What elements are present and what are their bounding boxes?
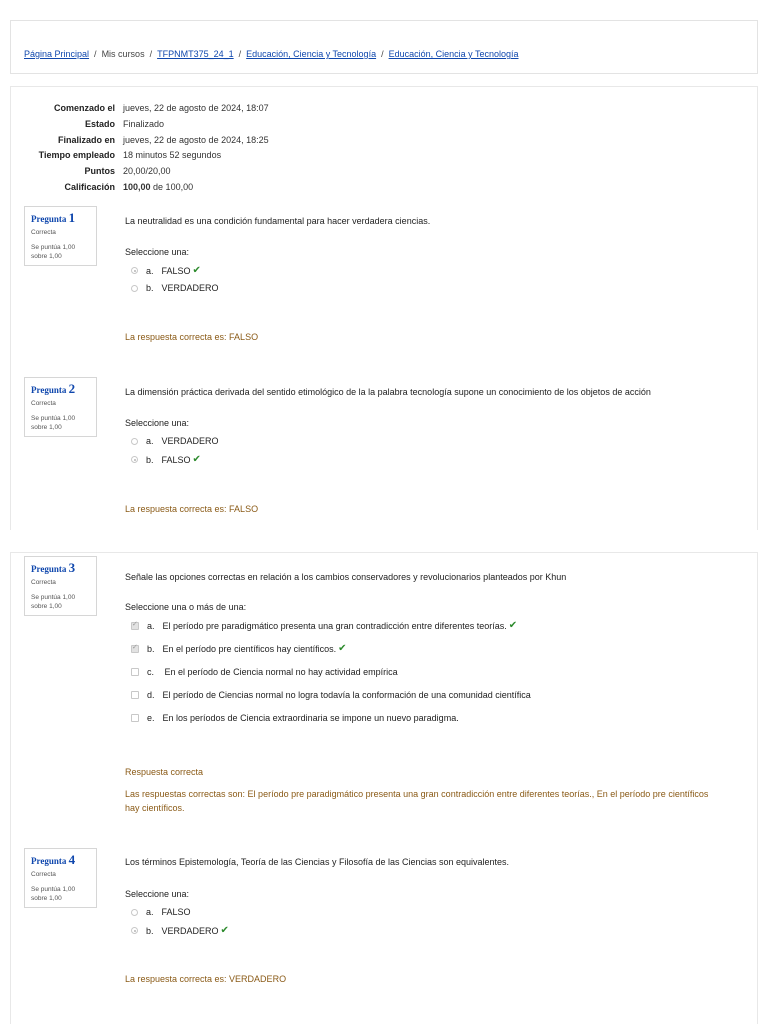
question-state: Correcta [31,229,56,236]
breadcrumb-my-courses: Mis cursos [101,49,145,59]
question-info-4 [24,848,97,908]
question-title [31,210,90,226]
summary-value: jueves, 22 de agosto de 2024, 18:07 [123,103,269,113]
summary-row-started [11,101,269,117]
radio-button[interactable] [131,456,138,463]
option-text: En el período de Ciencia normal no hay actividad empírica [162,667,398,677]
summary-value: 20,00/20,00 [123,166,171,177]
checkbox[interactable] [131,668,139,676]
question-grade [31,885,90,903]
check-icon: ✔ [508,620,518,631]
breadcrumb-separator: / [238,49,242,59]
right-answer-feedback: La respuesta correcta es: VERDADERO [125,974,287,984]
question-state: Correcta [31,579,56,586]
option-letter: d. [147,690,155,700]
question-grade [31,593,90,611]
option-letter: b. [146,454,154,465]
option-text: VERDADERO [161,283,219,293]
option-text: VERDADERO [161,925,219,936]
option-letter: b. [146,925,154,936]
summary-value: Finalizado [123,118,165,129]
question-text: Los términos Epistemología, Teoría de las Ciencias y Filosofía de las Ciencias son equivalentes. [125,857,510,867]
breadcrumb-course-link[interactable]: TFPNMT375_24_1 [157,49,234,59]
option-text: FALSO [161,907,191,917]
checkbox[interactable] [131,645,139,653]
right-answer-feedback: La respuesta correcta es: FALSO [125,332,259,342]
radio-button[interactable] [131,909,138,916]
question-text: La dimensión práctica derivada del sentido etimológico de la la palabra tecnología supone un conocimiento de los objetos de acción [125,387,651,397]
question-grade-line: Se puntúa 1,00 [31,594,76,601]
question-word: Pregunta [31,564,67,574]
question-grade [31,414,90,432]
option-letter: a. [146,907,154,917]
feedback-title: Respuesta correcta [125,767,204,777]
question-number: 2 [68,381,76,396]
breadcrumb [24,44,519,62]
checkbox[interactable] [131,622,139,630]
answer-prompt: Seleccione una: [125,247,190,257]
question-grade-line: sobre 1,00 [31,424,62,431]
summary-value: 18 minutos 52 segundos [123,150,222,161]
radio-button[interactable] [131,927,138,934]
answer-option[interactable] [131,925,229,936]
option-letter: e. [147,713,155,723]
summary-row-points [11,164,269,180]
answer-option[interactable] [131,620,517,631]
question-title [31,560,90,576]
question-number: 4 [68,852,76,867]
answer-option[interactable] [131,454,201,465]
answer-option[interactable] [131,265,201,276]
right-answer-feedback: La respuesta correcta es: FALSO [125,504,259,514]
option-text: En el período pre científicos hay científicos. [162,643,337,654]
option-text: FALSO [161,265,191,276]
option-letter: a. [146,436,154,446]
question-number: 3 [68,560,76,575]
summary-label: Comenzado el [53,103,115,113]
check-icon: ✔ [220,925,229,936]
summary-row-state [11,117,269,133]
question-info-3 [24,556,97,616]
answer-option[interactable] [131,667,398,677]
question-state: Correcta [31,400,56,407]
question-state: Correcta [31,871,56,878]
right-answer-feedback: Las respuestas correctas son: El período pre paradigmático presenta una gran contradicción entre diferentes teorías., En el período pre científicos hay científicos. [125,789,709,813]
check-icon: ✔ [338,643,347,654]
breadcrumb-activity-link[interactable]: Educación, Ciencia y Tecnología [388,49,519,59]
summary-label: Tiempo empleado [38,150,115,161]
question-text: Señale las opciones correctas en relación a los cambios conservadores y revolucionarios planteados por Khun [125,572,567,582]
question-grade-line: sobre 1,00 [31,895,62,902]
answer-prompt: Seleccione una: [125,418,190,428]
question-grade-line: Se puntúa 1,00 [31,244,76,251]
answer-option[interactable] [131,690,531,700]
question-number: 1 [68,210,76,225]
summary-row-time [11,148,269,164]
answer-prompt: Seleccione una o más de una: [125,602,247,612]
radio-button[interactable] [131,267,138,274]
grade-value: 100,00 [123,181,151,192]
question-word: Pregunta [31,856,67,866]
answer-option[interactable] [131,436,219,446]
answer-option[interactable] [131,907,191,917]
answer-option[interactable] [131,283,219,293]
attempt-summary [11,101,269,196]
breadcrumb-home-link[interactable]: Página Principal [24,49,90,59]
breadcrumb-separator: / [381,49,384,59]
checkbox[interactable] [131,714,139,722]
question-text: La neutralidad es una condición fundamental para hacer verdadera ciencias. [125,216,431,226]
question-title [31,381,90,397]
question-word: Pregunta [31,385,67,395]
summary-value: jueves, 22 de agosto de 2024, 18:25 [123,134,269,145]
breadcrumb-section-link[interactable]: Educación, Ciencia y Tecnología [246,49,377,59]
summary-row-grade [11,180,269,196]
summary-label: Finalizado en [57,134,115,145]
radio-button[interactable] [131,438,138,445]
option-text: En los períodos de Ciencia extraordinaria se impone un nuevo paradigma. [162,713,459,723]
answer-prompt: Seleccione una: [125,889,190,899]
question-grade-line: Se puntúa 1,00 [31,415,76,422]
question-grade-line: sobre 1,00 [31,603,62,610]
summary-label: Estado [84,118,115,129]
summary-label: Puntos [84,166,115,177]
grade-suffix: de 100,00 [153,181,194,192]
question-word: Pregunta [31,214,67,224]
option-letter: a. [147,620,155,631]
question-grade-line: Se puntúa 1,00 [31,886,76,893]
option-text: VERDADERO [161,436,219,446]
option-letter: b. [147,643,155,654]
summary-value [123,180,193,196]
option-text: El período pre paradigmático presenta una gran contradicción entre diferentes teorías. [162,620,507,631]
option-letter: c. [147,667,155,677]
breadcrumb-separator: / [149,49,153,59]
option-text: El período de Ciencias normal no logra todavía la conformación de una comunidad científica [162,690,531,700]
question-title [31,852,90,868]
summary-label: Calificación [64,181,115,192]
option-text: FALSO [161,454,191,465]
breadcrumb-separator: / [94,49,97,59]
summary-row-finished [11,133,269,149]
question-grade [31,243,90,261]
checkbox[interactable] [131,691,139,699]
answer-option[interactable] [131,643,347,654]
option-letter: a. [146,265,154,276]
radio-button[interactable] [131,285,138,292]
answer-option[interactable] [131,713,459,723]
question-grade-line: sobre 1,00 [31,253,62,260]
option-letter: b. [146,283,154,293]
question-info-1 [24,206,97,266]
check-icon: ✔ [192,265,201,276]
check-icon: ✔ [192,454,201,465]
question-info-2 [24,377,97,437]
